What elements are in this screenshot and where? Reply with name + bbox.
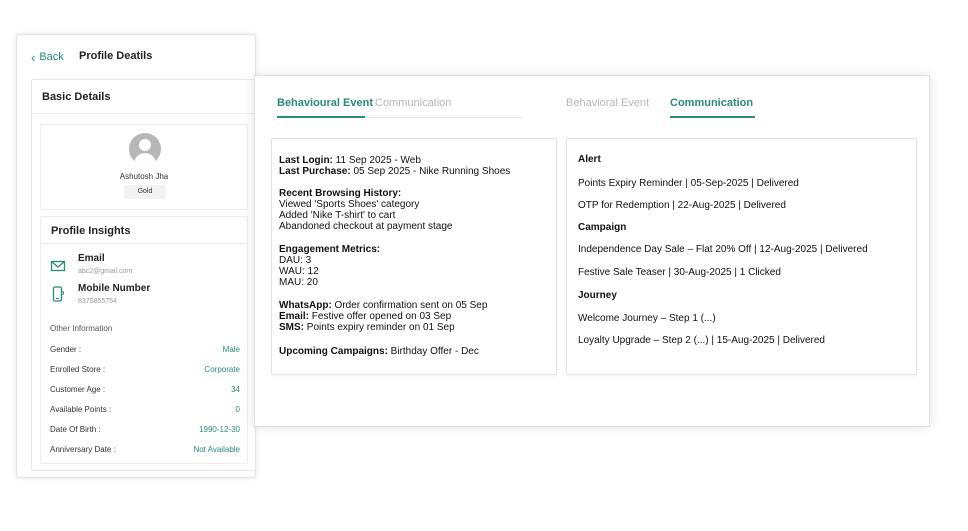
email-event: Email: Festive offer opened on 03 Sep bbox=[279, 311, 452, 322]
divider bbox=[32, 113, 255, 114]
communication-card bbox=[566, 138, 917, 375]
mobile-label: Mobile Number bbox=[78, 283, 151, 294]
activity-panel bbox=[254, 75, 930, 427]
phone-icon bbox=[50, 286, 66, 302]
engagement-title: Engagement Metrics: bbox=[279, 244, 381, 255]
whatsapp-event: WhatsApp: Order confirmation sent on 05 Sep bbox=[279, 300, 488, 311]
journey-item: Welcome Journey – Step 1 (...) bbox=[578, 313, 716, 324]
last-login: Last Login: 11 Sep 2025 - Web bbox=[279, 155, 421, 166]
email-label: Email bbox=[78, 253, 105, 264]
campaign-item: Festive Sale Teaser | 30-Aug-2025 | 1 Clicked bbox=[578, 267, 781, 278]
user-name: Ashutosh Jha bbox=[119, 172, 169, 181]
profile-insights-title: Profile Insights bbox=[51, 225, 131, 237]
avatar-icon bbox=[129, 133, 161, 165]
engagement-mau: MAU: 20 bbox=[279, 277, 318, 288]
mail-icon bbox=[50, 258, 66, 274]
info-key: Date Of Birth : bbox=[50, 425, 101, 434]
back-label: Back bbox=[39, 51, 64, 63]
basic-details-title: Basic Details bbox=[42, 91, 111, 103]
behavioural-event-card bbox=[271, 138, 557, 375]
info-row-gender bbox=[50, 345, 240, 357]
upcoming-campaigns: Upcoming Campaigns: Birthday Offer - Dec bbox=[279, 346, 479, 357]
engagement-dau: DAU: 3 bbox=[279, 255, 312, 266]
profile-header bbox=[17, 35, 255, 79]
info-key: Customer Age : bbox=[50, 385, 106, 394]
sms-event: SMS: Points expiry reminder on 01 Sep bbox=[279, 322, 455, 333]
tab-behavioral-event[interactable]: Behavioral Event bbox=[566, 97, 650, 109]
engagement-wau: WAU: 12 bbox=[279, 266, 319, 277]
info-row-date-of-birth bbox=[50, 425, 240, 437]
info-value: 34 bbox=[231, 385, 240, 394]
profile-insights-box bbox=[40, 216, 248, 464]
journey-title: Journey bbox=[578, 290, 617, 301]
chevron-left-icon: ‹ bbox=[31, 49, 36, 65]
info-value: 1990-12-30 bbox=[199, 425, 240, 434]
alert-item: Points Expiry Reminder | 05-Sep-2025 | Delivered bbox=[578, 178, 799, 189]
campaign-item: Independence Day Sale – Flat 20% Off | 12-Aug-2025 | Delivered bbox=[578, 244, 868, 255]
tab-behavioural-event[interactable]: Behavioural Event bbox=[277, 97, 373, 109]
info-key: Available Points : bbox=[50, 405, 112, 414]
browsing-item: Abandoned checkout at payment stage bbox=[279, 221, 453, 232]
info-key: Enrolled Store : bbox=[50, 365, 106, 374]
basic-details-card bbox=[31, 79, 256, 471]
tab-communication[interactable]: Communication bbox=[375, 97, 452, 109]
tab-communication-active[interactable]: Communication bbox=[670, 97, 754, 109]
back-button[interactable] bbox=[31, 51, 64, 63]
browsing-item: Added 'Nike T-shirt' to cart bbox=[279, 210, 396, 221]
info-row-available-points bbox=[50, 405, 240, 417]
other-information-title: Other Information bbox=[50, 324, 113, 333]
active-tab-indicator bbox=[670, 116, 755, 118]
last-purchase: Last Purchase: 05 Sep 2025 - Nike Running Shoes bbox=[279, 166, 511, 177]
email-value[interactable]: abc2@gmail.com bbox=[78, 268, 133, 275]
alert-item: OTP for Redemption | 22-Aug-2025 | Delivered bbox=[578, 200, 786, 211]
info-value: Corporate bbox=[204, 365, 240, 374]
info-value: Male bbox=[222, 345, 240, 354]
identity-box bbox=[40, 124, 248, 210]
info-row-enrolled-store bbox=[50, 365, 240, 377]
journey-item: Loyalty Upgrade – Step 2 (...) | 15-Aug-2025 | Delivered bbox=[578, 335, 825, 346]
mobile-value[interactable]: 8375855754 bbox=[78, 298, 117, 305]
info-row-anniversary-date bbox=[50, 445, 240, 457]
active-tab-indicator bbox=[277, 116, 365, 118]
info-value: Not Available bbox=[193, 445, 240, 454]
page-title: Profile Deatils bbox=[79, 50, 153, 62]
tier-badge: Gold bbox=[124, 185, 166, 199]
info-key: Anniversary Date : bbox=[50, 445, 116, 454]
profile-details-panel bbox=[16, 34, 256, 478]
campaign-title: Campaign bbox=[578, 222, 627, 233]
info-row-customer-age bbox=[50, 385, 240, 397]
info-value: 0 bbox=[235, 405, 240, 414]
browsing-item: Viewed 'Sports Shoes' category bbox=[279, 199, 420, 210]
info-key: Gender : bbox=[50, 345, 82, 354]
alert-title: Alert bbox=[578, 154, 601, 165]
browsing-history-title: Recent Browsing History: bbox=[279, 188, 402, 199]
divider bbox=[41, 243, 247, 244]
